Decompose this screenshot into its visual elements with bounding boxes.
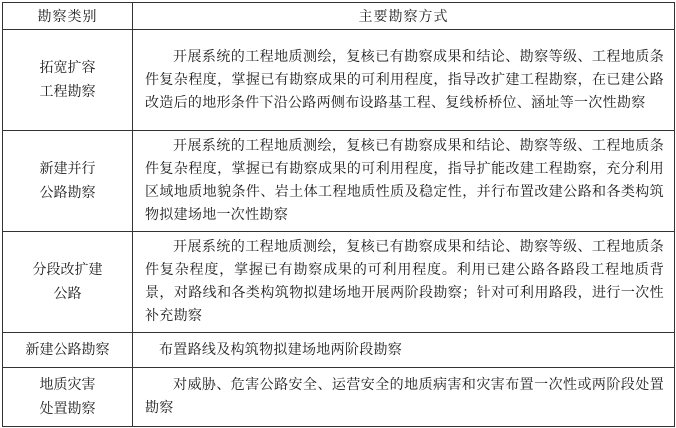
category-line: 公路勘察 [39, 185, 96, 201]
category-cell [3, 30, 133, 131]
description-cell [133, 131, 675, 232]
category-line: 地质灾害 [39, 377, 96, 393]
category-cell [3, 333, 133, 368]
category-line: 工程勘察 [39, 84, 96, 100]
category-line: 公路 [53, 286, 82, 302]
table-row [3, 232, 675, 333]
description-text: 开展系统的工程地质测绘，复核已有勘察成果和结论、勘察等级、工程地质条件复杂程度，掌握已有勘察成果的可利用程度。利用已建公路各路段工程地质背景，对路线和各类构筑物拟建场地开展两阶段勘察；针对可利用路段，进行一次性补充勘察 [145, 239, 664, 324]
table-row [3, 30, 675, 131]
category-cell [3, 131, 133, 232]
description-text: 布置路线及构筑物拟建场地两阶段勘察 [159, 341, 403, 358]
category-cell [3, 368, 133, 427]
description-cell [133, 333, 675, 368]
description-cell [133, 232, 675, 333]
category-line: 拓宽扩容 [39, 60, 96, 76]
description-text: 对威胁、危害公路安全、运营安全的地质病害和灾害布置一次性或两阶段处置勘察 [145, 377, 664, 416]
survey-method-table [2, 2, 675, 427]
description-text: 开展系统的工程地质测绘，复核已有勘察成果和结论、勘察等级、工程地质条件复杂程度，掌握已有勘察成果的可利用程度，指导改扩建工程勘察，在已建公路改造后的地形条件下沿公路两侧布设路基工程、复线桥桥位、涵址等一次性勘察 [145, 48, 664, 111]
category-line: 新建并行 [39, 161, 96, 177]
document-page [2, 2, 674, 427]
table-row [3, 131, 675, 232]
category-line: 处置勘察 [39, 401, 96, 417]
description-cell [133, 368, 675, 427]
category-cell [3, 232, 133, 333]
header-survey-category: 勘察类别 [3, 3, 133, 30]
header-main-survey-method: 主要勘察方式 [133, 3, 675, 30]
table-row [3, 333, 675, 368]
table-header-row [3, 3, 675, 30]
table-row [3, 368, 675, 427]
category-line: 新建公路勘察 [25, 342, 110, 358]
description-text: 开展系统的工程地质测绘，复核已有勘察成果和结论、勘察等级、工程地质条件复杂程度，掌握已有勘察成果的可利用程度，指导扩能改建工程勘察，充分利用区域地质地貌条件、岩土体工程地质性质及稳定性，并行布置改建公路和各类构筑物拟建场地一次性勘察 [145, 138, 664, 223]
description-cell [133, 30, 675, 131]
category-line: 分段改扩建 [32, 262, 103, 278]
